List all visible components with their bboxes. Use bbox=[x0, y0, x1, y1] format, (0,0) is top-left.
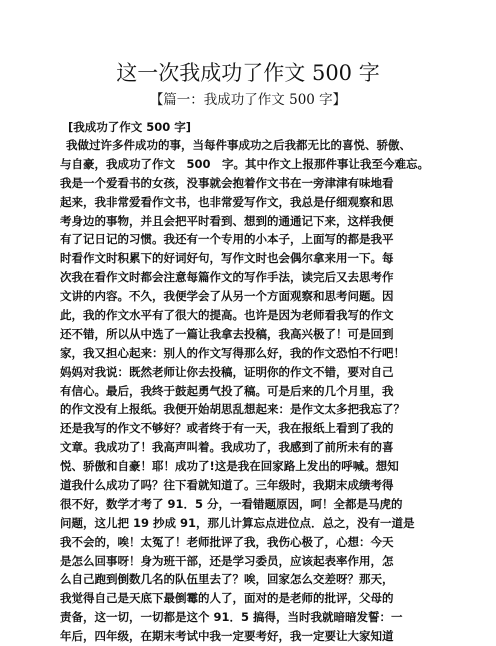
body-line: 我做过许多件成功的事，当每件事成功之后我都无比的喜悦、骄傲、 bbox=[66, 138, 411, 152]
body-line: 与自豪，我成功了作文 500 字。其中作文上报那件事让我至今难忘。 bbox=[60, 156, 430, 171]
page-subtitle: 【篇一：我成功了作文 500 字】 bbox=[149, 92, 347, 108]
body-line: 妈妈对我说：既然老师让你去投稿，证明你的作文不错，要对自己 bbox=[60, 364, 394, 379]
body-line: 悦、骄傲和自豪！耶！成功了!这是我在回家路上发出的呼喊。想知 bbox=[60, 459, 399, 474]
body-line: 家，我又担心起来：别人的作文写得那么好，我的作文恐怕不行吧！ bbox=[60, 345, 405, 360]
body-line: 我是一个爱看书的女孩，没事就会抱着作文书在一旁津津有味地看 bbox=[60, 175, 394, 190]
body-line: 年后，四年级，在期末考试中我一定要考好，我一定要让大家知道 bbox=[60, 629, 394, 644]
body-line: 我不会的，唉！太冤了！老师批评了我，我伤心极了，心想：今天 bbox=[60, 534, 394, 549]
article-body bbox=[60, 136, 480, 646]
body-line: 还不错，所以从中选了一篇让我拿去投稿，我高兴极了！可是回到 bbox=[60, 326, 394, 341]
body-line: 道我什么成功了吗？往下看就知道了。三年级时，我期末成绩考得 bbox=[60, 478, 394, 493]
body-line: 有了记日记的习惯。我还有一个专用的小本子，上面写的都是我平 bbox=[60, 232, 394, 247]
body-line: 还是我写的作文不够好？或者终于有一天，我在报纸上看到了我的 bbox=[60, 421, 394, 436]
body-line: 起来，我非常爱看作文书，也非常爱写作文，我总是仔细观察和思 bbox=[60, 194, 394, 209]
section-heading: [我成功了作文 500 字] bbox=[68, 120, 192, 134]
body-line: 很不好，数学才考了 91．5 分，一看错题原因，呵！全都是马虎的 bbox=[60, 496, 403, 511]
body-line: 问题，这儿把 19 抄成 91，那儿计算忘点进位点．总之，没有一道是 bbox=[60, 515, 415, 530]
page-title: 这一次我成功了作文 500 字 bbox=[116, 61, 380, 85]
body-line: 责备，这一切，一切都是这个 91．5 搞得，当时我就暗暗发誓：一 bbox=[60, 610, 403, 625]
body-line: 此，我的作文水平有了很大的提高。也许是因为老师看我写的作文 bbox=[60, 308, 394, 323]
body-line: 次我在看作文时都会注意每篇作文的写作手法，读完后又去思考作 bbox=[60, 270, 394, 285]
body-line: 是怎么回事呀！身为班干部，还是学习委员，应该起表率作用，怎 bbox=[60, 553, 394, 568]
body-line: 有信心。最后，我终于鼓起勇气投了稿。可是后来的几个月里，我 bbox=[60, 383, 394, 398]
body-line: 我觉得自己是天底下最倒霉的人了，面对的是老师的批评，父母的 bbox=[60, 591, 394, 606]
body-line: 么自己跑到倒数几名的队伍里去了？唉，回家怎么交差呀？那天， bbox=[60, 572, 394, 587]
body-line: 考身边的事物，并且会把平时看到、想到的通通记下来，这样我便 bbox=[60, 213, 394, 228]
body-line: 的作文没有上报纸。我便开始胡思乱想起来：是作文太多把我忘了？ bbox=[60, 402, 405, 417]
body-line: 文章。我成功了！我高声叫着。我成功了，我感到了前所未有的喜 bbox=[60, 440, 394, 455]
body-line: 文讲的内容。不久，我便学会了从另一个方面观察和思考问题。因 bbox=[60, 289, 394, 304]
body-line: 时看作文时积累下的好词好句，写作文时也会偶尔拿来用一下。每 bbox=[60, 251, 394, 266]
